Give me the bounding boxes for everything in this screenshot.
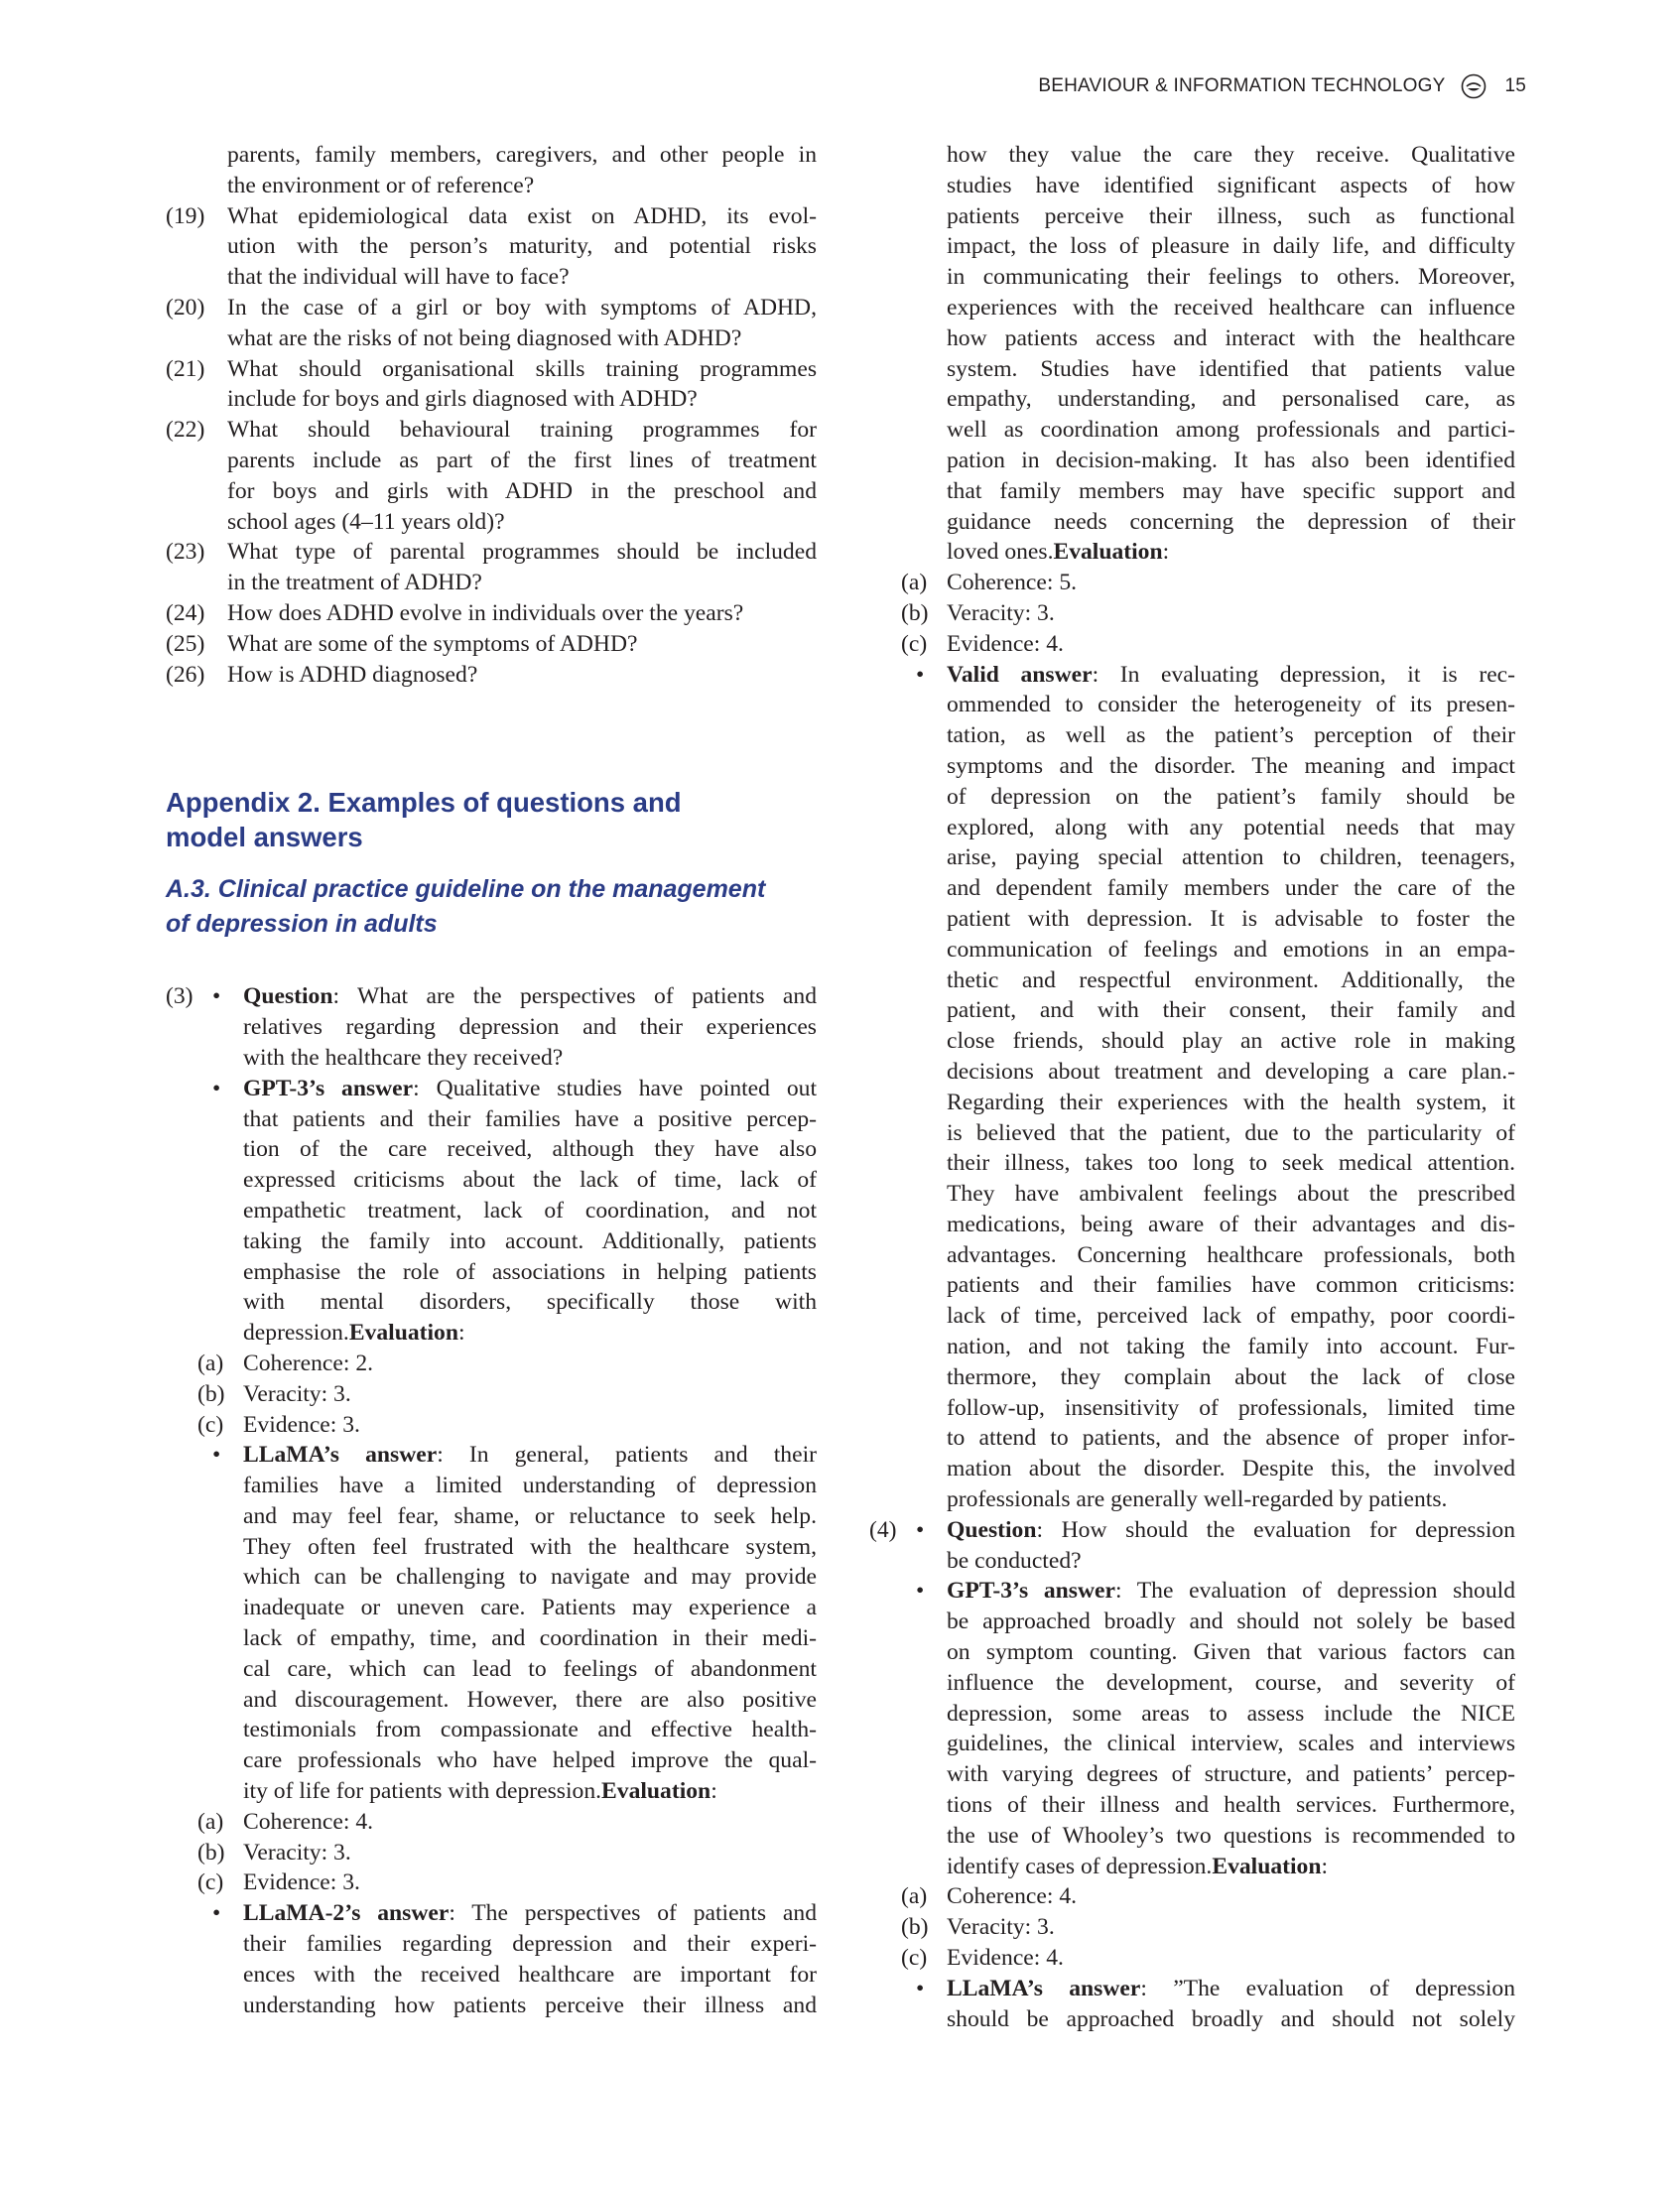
score-row xyxy=(869,1912,1515,1943)
bullet-icon: • xyxy=(916,1975,925,2001)
text-line: influence the development, course, and severity of xyxy=(947,1669,1515,1696)
score-value: Veracity: 3. xyxy=(243,1380,351,1407)
text-line: What epidemiological data exist on ADHD, its evol- xyxy=(227,202,817,229)
right-column xyxy=(869,140,1515,2034)
bullet-icon: • xyxy=(212,1442,221,1469)
text-line: guidance needs concerning the depression of their xyxy=(947,508,1515,535)
text-line: nation, and not taking the family into account. Fur- xyxy=(947,1334,1515,1360)
score-label: (c) xyxy=(901,1945,928,1972)
text-line: What type of parental programmes should be included xyxy=(227,539,817,566)
item-number: (22) xyxy=(166,417,205,444)
score-row xyxy=(869,568,1515,598)
colon: : xyxy=(711,1778,717,1805)
valid-answer-3 xyxy=(869,660,1515,1515)
text-line: is believed that the patient, due to the particularity of xyxy=(947,1119,1515,1146)
text-line: : How should the evaluation for depression xyxy=(1036,1516,1515,1543)
text-line: What are some of the symptoms of ADHD? xyxy=(227,630,638,657)
text-line: and may feel fear, shame, or reluctance to seek help. xyxy=(243,1502,817,1529)
text-line: empathy, understanding, and personalised care, as xyxy=(947,386,1515,413)
text-line: the use of Whooley’s two questions is recommended to xyxy=(947,1822,1515,1849)
text-line: mation about the disorder. Despite this, the involved xyxy=(947,1456,1515,1482)
bullet-icon: • xyxy=(212,983,221,1010)
journal-title: BEHAVIOUR & INFORMATION TECHNOLOGY xyxy=(1038,75,1446,96)
text-line: decisions about treatment and developing a care plan.- xyxy=(947,1058,1515,1085)
text-line: ommended to consider the heterogeneity of its presen- xyxy=(947,692,1515,718)
text-line: that family members may have specific support and xyxy=(947,477,1515,504)
text-line: of depression on the patient’s family should be xyxy=(947,783,1515,810)
question-3 xyxy=(166,981,817,1073)
text-line: guidelines, the clinical interview, scales and interviews xyxy=(947,1731,1515,1757)
text-line: arise, paying special attention to children, teenagers, xyxy=(947,844,1515,871)
evaluation-label: Evaluation xyxy=(1212,1853,1322,1879)
score-value: Coherence: 4. xyxy=(243,1808,374,1835)
bullet-icon: • xyxy=(212,1075,221,1101)
text-line: empathetic treatment, lack of coordination, and not xyxy=(243,1197,817,1223)
llama-answer-3 xyxy=(166,1440,817,1807)
publisher-logo-icon xyxy=(1461,73,1486,99)
text-line: in the treatment of ADHD? xyxy=(227,570,482,596)
text-line: impact, the loss of pleasure in daily life, and difficulty xyxy=(947,233,1515,260)
heading-line: Appendix 2. Examples of questions and xyxy=(166,787,682,819)
heading-line: model answers xyxy=(166,822,363,853)
score-value: Evidence: 4. xyxy=(947,1945,1064,1972)
text-line: and dependent family members under the care of the xyxy=(947,875,1515,902)
text-line: with mental disorders, specifically those with xyxy=(243,1289,817,1316)
score-value: Veracity: 3. xyxy=(947,599,1055,626)
text-line: parents include as part of the first lines of treatment xyxy=(227,447,817,473)
score-label: (a) xyxy=(901,1883,928,1910)
score-value: Coherence: 5. xyxy=(947,570,1078,596)
text-line: ution with the person’s maturity, and potential risks xyxy=(227,233,817,260)
text-line: tion of the care received, although they have also xyxy=(243,1136,817,1163)
answer-label: GPT-3’s answer xyxy=(243,1075,414,1101)
text-line: follow-up, insensitivity of professionals, limited time xyxy=(947,1394,1515,1421)
text-line: identify cases of depression. xyxy=(947,1853,1213,1879)
text-line: depression, some areas to assess include the NICE xyxy=(947,1700,1515,1727)
left-column xyxy=(166,140,817,2020)
text-line: symptoms and the disorder. The meaning and impact xyxy=(947,752,1515,779)
llama2-answer-3 xyxy=(166,1898,817,2020)
score-value: Veracity: 3. xyxy=(947,1914,1055,1941)
list-item-24 xyxy=(166,598,817,629)
score-row xyxy=(166,1838,817,1868)
list-item-19 xyxy=(166,201,817,293)
evaluation-label: Evaluation xyxy=(348,1320,458,1347)
text-line: : ”The evaluation of depression xyxy=(1140,1975,1515,2001)
text-line: medications, being aware of their advantages and dis- xyxy=(947,1211,1515,1237)
text-line: testimonials from compassionate and effective health- xyxy=(243,1717,817,1743)
score-value: Coherence: 4. xyxy=(947,1883,1078,1910)
score-label: (b) xyxy=(197,1839,225,1866)
text-line: well as coordination among professionals and partici- xyxy=(947,417,1515,444)
text-line: for boys and girls with ADHD in the preschool and xyxy=(227,477,817,504)
text-line: that patients and their families have a positive percep- xyxy=(243,1105,817,1132)
score-value: Evidence: 3. xyxy=(243,1869,360,1896)
text-line: and discouragement. However, there are also positive xyxy=(243,1686,817,1713)
page-number: 15 xyxy=(1504,75,1526,96)
text-line: : The evaluation of depression should xyxy=(1114,1578,1515,1605)
text-line: thermore, they complain about the lack of close xyxy=(947,1363,1515,1390)
item-number: (25) xyxy=(166,630,205,657)
score-value: Evidence: 4. xyxy=(947,630,1064,657)
text-line: lack of empathy, time, and coordination in their medi- xyxy=(243,1625,817,1652)
text-line: What should behavioural training programmes for xyxy=(227,417,817,444)
llama-answer-4 xyxy=(869,1974,1515,2035)
text-line: advantages. Concerning healthcare professionals, both xyxy=(947,1241,1515,1268)
text-line: depression. xyxy=(243,1320,349,1347)
text-line: How does ADHD evolve in individuals over the years? xyxy=(227,599,744,626)
answer-label: LLaMA’s answer xyxy=(947,1975,1141,2001)
bullet-icon: • xyxy=(916,661,925,688)
text-line: explored, along with any potential needs that may xyxy=(947,814,1515,840)
text-line: be conducted? xyxy=(947,1547,1082,1574)
colon: : xyxy=(1162,539,1170,566)
appendix-heading xyxy=(166,785,817,854)
text-line: ences with the received healthcare are important for xyxy=(243,1961,817,1988)
score-row xyxy=(869,598,1515,629)
text-line: : In general, patients and their xyxy=(437,1442,817,1469)
text-line: thetic and respectful environment. Additionally, the xyxy=(947,966,1515,993)
bullet-icon: • xyxy=(212,1900,221,1927)
text-line: include for boys and girls diagnosed with ADHD? xyxy=(227,386,698,413)
question-label: Question xyxy=(243,983,333,1010)
text-line: studies have identified significant aspects of how xyxy=(947,172,1515,198)
text-line: : Qualitative studies have pointed out xyxy=(413,1075,817,1101)
text-line: care professionals who have helped improve the qual- xyxy=(243,1747,817,1774)
text-line: expressed criticisms about the lack of time, lack of xyxy=(243,1167,817,1194)
score-label: (b) xyxy=(197,1380,225,1407)
score-row xyxy=(166,1807,817,1838)
heading-line: of depression in adults xyxy=(166,910,438,939)
answer-label: GPT-3’s answer xyxy=(947,1578,1115,1605)
score-value: Coherence: 2. xyxy=(243,1350,374,1376)
score-label: (b) xyxy=(901,1914,929,1941)
text-line: with varying degrees of structure, and patients’ percep- xyxy=(947,1761,1515,1788)
bullet-icon: • xyxy=(916,1578,925,1605)
score-value: Veracity: 3. xyxy=(243,1839,351,1866)
list-item-20 xyxy=(166,293,817,354)
evaluation-label: Evaluation xyxy=(601,1778,711,1805)
answer-label: Valid answer xyxy=(947,661,1093,688)
text-line: patients and their families have common criticisms: xyxy=(947,1272,1515,1299)
text-line: patients perceive their illness, such as functional xyxy=(947,202,1515,229)
text-line: emphasise the role of associations in helping patients xyxy=(243,1258,817,1285)
text-line: tions of their illness and health services. Furthermore, xyxy=(947,1792,1515,1819)
text-line: loved ones. xyxy=(947,539,1054,566)
text-line: ity of life for patients with depression. xyxy=(243,1778,602,1805)
text-line: : The perspectives of patients and xyxy=(449,1900,817,1927)
item-number: (23) xyxy=(166,539,205,566)
list-item-22 xyxy=(166,415,817,537)
colon: : xyxy=(1321,1853,1329,1879)
text-line: How is ADHD diagnosed? xyxy=(227,661,478,688)
text-line: tation, as well as the patient’s perception of their xyxy=(947,722,1515,749)
text-line: cal care, which can lead to feelings of abandonment xyxy=(243,1655,817,1682)
text-line: their illness, takes too long to seek medical attention. xyxy=(947,1150,1515,1177)
text-line: professionals are generally well-regarded by patients. xyxy=(947,1486,1448,1513)
score-label: (c) xyxy=(197,1411,224,1438)
text-line: system. Studies have identified that patients value xyxy=(947,355,1515,382)
gpt3-answer-3 xyxy=(166,1074,817,1349)
text-line: families have a limited understanding of depression xyxy=(243,1473,817,1499)
text-line: : In evaluating depression, it is rec- xyxy=(1092,661,1515,688)
question-4 xyxy=(869,1515,1515,1577)
list-item-26 xyxy=(166,660,817,691)
text-line: Regarding their experiences with the health system, it xyxy=(947,1089,1515,1115)
text-line: to attend to patients, and the absence of proper infor- xyxy=(947,1425,1515,1452)
score-row xyxy=(166,1410,817,1441)
score-row xyxy=(166,1867,817,1898)
score-label: (b) xyxy=(901,599,929,626)
text-line: taking the family into account. Additionally, patients xyxy=(243,1227,817,1254)
text-line: should be approached broadly and should not solely xyxy=(947,2005,1515,2032)
text-line: They have ambivalent feelings about the prescribed xyxy=(947,1181,1515,1208)
text-line: what are the risks of not being diagnosed with ADHD? xyxy=(227,324,742,351)
text-line: the environment or of reference? xyxy=(227,172,535,198)
score-row xyxy=(869,1943,1515,1974)
text-line: their families regarding depression and their experi- xyxy=(243,1931,817,1958)
score-label: (c) xyxy=(197,1869,224,1896)
text-line: communication of feelings and emotions in an empa- xyxy=(947,936,1515,963)
item-number: (24) xyxy=(166,599,205,626)
text-line: inadequate or uneven care. Patients may experience a xyxy=(243,1595,817,1621)
section-heading xyxy=(166,872,817,942)
score-row xyxy=(869,1881,1515,1912)
question-label: Question xyxy=(947,1516,1037,1543)
text-line: on symptom counting. Given that various factors can xyxy=(947,1639,1515,1666)
text-line: relatives regarding depression and their experiences xyxy=(243,1014,817,1041)
text-line: : What are the perspectives of patients and xyxy=(332,983,817,1010)
item-number: (26) xyxy=(166,661,205,688)
list-item-21 xyxy=(166,354,817,416)
colon: : xyxy=(457,1320,465,1347)
text-line: close friends, should play an active role in making xyxy=(947,1028,1515,1055)
list-item-continuation xyxy=(166,140,817,201)
item-number: (21) xyxy=(166,355,205,382)
text-line: be approached broadly and should not solely be based xyxy=(947,1609,1515,1635)
running-header xyxy=(1038,71,1526,101)
text-line: They often feel frustrated with the healthcare system, xyxy=(243,1533,817,1560)
evaluation-label: Evaluation xyxy=(1053,539,1163,566)
score-label: (a) xyxy=(901,570,928,596)
text-line: in communicating their feelings to others. Moreover, xyxy=(947,264,1515,291)
answer-label: LLaMA’s answer xyxy=(243,1442,438,1469)
text-line: how patients access and interact with the healthcare xyxy=(947,324,1515,351)
text-line: with the healthcare they received? xyxy=(243,1044,564,1071)
text-line: What should organisational skills training programmes xyxy=(227,355,817,382)
item-number: (19) xyxy=(166,202,205,229)
text-line: that the individual will have to face? xyxy=(227,264,570,291)
text-line: patient, and with their consent, their family and xyxy=(947,997,1515,1024)
text-line: experiences with the received healthcare can influence xyxy=(947,294,1515,321)
score-label: (c) xyxy=(901,630,928,657)
score-row xyxy=(166,1379,817,1410)
answer-label: LLaMA-2’s answer xyxy=(243,1900,450,1927)
item-number: (4) xyxy=(869,1516,897,1543)
score-label: (a) xyxy=(197,1350,224,1376)
score-value: Evidence: 3. xyxy=(243,1411,360,1438)
bullet-icon: • xyxy=(916,1516,925,1543)
text-line: how they value the care they receive. Qualitative xyxy=(947,142,1515,168)
score-row xyxy=(869,629,1515,660)
score-row xyxy=(166,1349,817,1379)
item-number: (20) xyxy=(166,294,205,321)
text-line: pation in decision-making. It has also been identified xyxy=(947,447,1515,473)
llama2-answer-3-continued xyxy=(869,140,1515,568)
text-line: lack of time, perceived lack of empathy, poor coordi- xyxy=(947,1303,1515,1330)
item-number: (3) xyxy=(166,983,194,1010)
heading-line: A.3. Clinical practice guideline on the management xyxy=(166,875,766,904)
text-line: which can be challenging to navigate and may provide xyxy=(243,1564,817,1591)
text-line: parents, family members, caregivers, and other people in xyxy=(227,142,817,168)
text-line: In the case of a girl or boy with symptoms of ADHD, xyxy=(227,294,817,321)
text-line: patient with depression. It is advisable to foster the xyxy=(947,905,1515,932)
text-line: school ages (4–11 years old)? xyxy=(227,508,505,535)
gpt3-answer-4 xyxy=(869,1576,1515,1881)
list-item-23 xyxy=(166,537,817,598)
list-item-25 xyxy=(166,629,817,660)
text-line: understanding how patients perceive their illness and xyxy=(243,1992,817,2018)
score-label: (a) xyxy=(197,1808,224,1835)
